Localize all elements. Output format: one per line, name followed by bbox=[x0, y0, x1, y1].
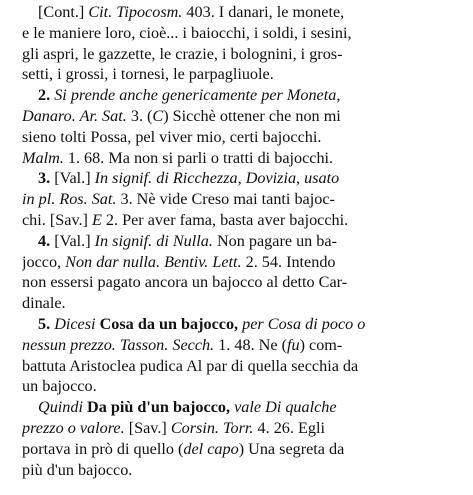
text-segment: setti, i grossi, i tornesi, le parpagliuole. bbox=[22, 65, 274, 84]
text-segment: Dicesi bbox=[54, 314, 100, 333]
text-segment: prezzo o valore. bbox=[22, 418, 125, 437]
text-segment: E bbox=[91, 210, 102, 229]
text-segment: Cosa da un bajocco, bbox=[99, 314, 239, 333]
text-line bbox=[22, 44, 465, 65]
text-segment: dinale. bbox=[22, 294, 66, 313]
text-segment: gli aspri, le gazzette, le crazie, i bolognini, i gros- bbox=[22, 44, 343, 63]
text-segment: battuta Aristoclea pudica Al par di quella secchia da bbox=[22, 356, 359, 375]
text-line bbox=[22, 397, 465, 418]
text-line bbox=[22, 293, 465, 314]
text-segment: un bajocco. bbox=[22, 377, 97, 396]
text-segment: [Sav.] bbox=[124, 418, 171, 437]
text-segment: per Cosa di poco o bbox=[238, 314, 366, 333]
text-segment: [Val.] bbox=[54, 169, 95, 188]
text-line bbox=[22, 272, 465, 293]
text-segment: [Cont.] bbox=[38, 3, 89, 21]
text-segment: 403. I danari, le monete, bbox=[182, 3, 345, 21]
text-line bbox=[22, 376, 465, 397]
text-line bbox=[22, 460, 465, 481]
text-segment: 4. bbox=[38, 231, 55, 250]
text-line bbox=[22, 106, 465, 127]
text-segment: chi. [Sav.] bbox=[22, 210, 92, 229]
text-segment: 5. bbox=[38, 314, 55, 333]
text-line bbox=[22, 64, 465, 85]
text-segment: 1. 48. Ne ( bbox=[214, 335, 287, 354]
text-segment: 4. 26. Egli bbox=[253, 418, 325, 437]
text-segment: Non dar nulla. Bentiv. Lett. bbox=[65, 252, 242, 271]
text-line bbox=[22, 189, 465, 210]
text-segment: portava in prò di quello ( bbox=[22, 439, 184, 458]
text-segment: sieno tolti Possa, pel viver mio, certi bajocchi. bbox=[22, 127, 322, 146]
text-segment: Quindi bbox=[38, 398, 88, 417]
text-segment: Malm. bbox=[22, 148, 64, 167]
text-segment: fu bbox=[286, 335, 300, 354]
text-line bbox=[22, 85, 465, 106]
text-segment: jocco, bbox=[22, 252, 66, 271]
text-line bbox=[22, 210, 465, 231]
text-line bbox=[22, 148, 465, 169]
text-segment: In signif. di Ricchezza, Dovizia, usato bbox=[94, 169, 340, 188]
text-line bbox=[22, 335, 465, 356]
text-line bbox=[22, 2, 465, 23]
text-segment: più d'un bajocco. bbox=[22, 460, 133, 479]
text-segment: Corsin. Torr. bbox=[170, 418, 254, 437]
text-line bbox=[22, 127, 465, 148]
text-segment: Cit. Tipocosm. bbox=[88, 3, 183, 21]
text-segment: nessun prezzo. Tasson. Secch. bbox=[22, 335, 215, 354]
text-segment: ) Una segreta da bbox=[238, 439, 345, 458]
text-line bbox=[22, 314, 465, 335]
text-segment: C bbox=[152, 106, 164, 125]
text-segment: Non pagare un ba- bbox=[212, 231, 337, 250]
text-segment: 2. bbox=[38, 86, 55, 105]
text-line bbox=[22, 168, 465, 189]
text-segment: non essersi pagato ancora un bajocco al detto Car- bbox=[22, 273, 348, 292]
text-line bbox=[22, 23, 465, 44]
text-line bbox=[22, 252, 465, 273]
dictionary-entry-body bbox=[22, 2, 465, 480]
text-segment: [Val.] bbox=[54, 231, 95, 250]
text-segment: In signif. di Nulla. bbox=[94, 231, 213, 250]
text-line bbox=[22, 439, 465, 460]
text-segment: 2. Per aver fama, basta aver bajocchi. bbox=[101, 210, 349, 229]
text-segment: 3. Nè vide Creso mai tanti bajoc- bbox=[116, 190, 335, 209]
text-segment: Da più d'un bajocco, bbox=[87, 398, 231, 417]
text-segment: del capo bbox=[183, 439, 239, 458]
text-segment: Si prende anche genericamente per Moneta, bbox=[54, 86, 341, 105]
text-line bbox=[22, 356, 465, 377]
text-segment: in pl. Ros. Sat. bbox=[22, 190, 117, 209]
text-segment: 1. 68. Ma non si parli o tratti di bajocchi. bbox=[63, 148, 334, 167]
text-segment: Danaro. Ar. Sat. bbox=[22, 106, 127, 125]
text-segment: e le maniere loro, cioè... i baiocchi, i soldi, i sesini, bbox=[22, 23, 352, 42]
text-segment: 3. ( bbox=[126, 106, 153, 125]
text-segment: 3. bbox=[38, 169, 55, 188]
text-segment: 2. 54. Intendo bbox=[241, 252, 336, 271]
text-segment: ) com- bbox=[299, 335, 343, 354]
text-segment: ) Sicchè ottener che non mi bbox=[163, 106, 341, 125]
text-line bbox=[22, 231, 465, 252]
text-segment: vale Di qualche bbox=[230, 398, 337, 417]
text-line bbox=[22, 418, 465, 439]
